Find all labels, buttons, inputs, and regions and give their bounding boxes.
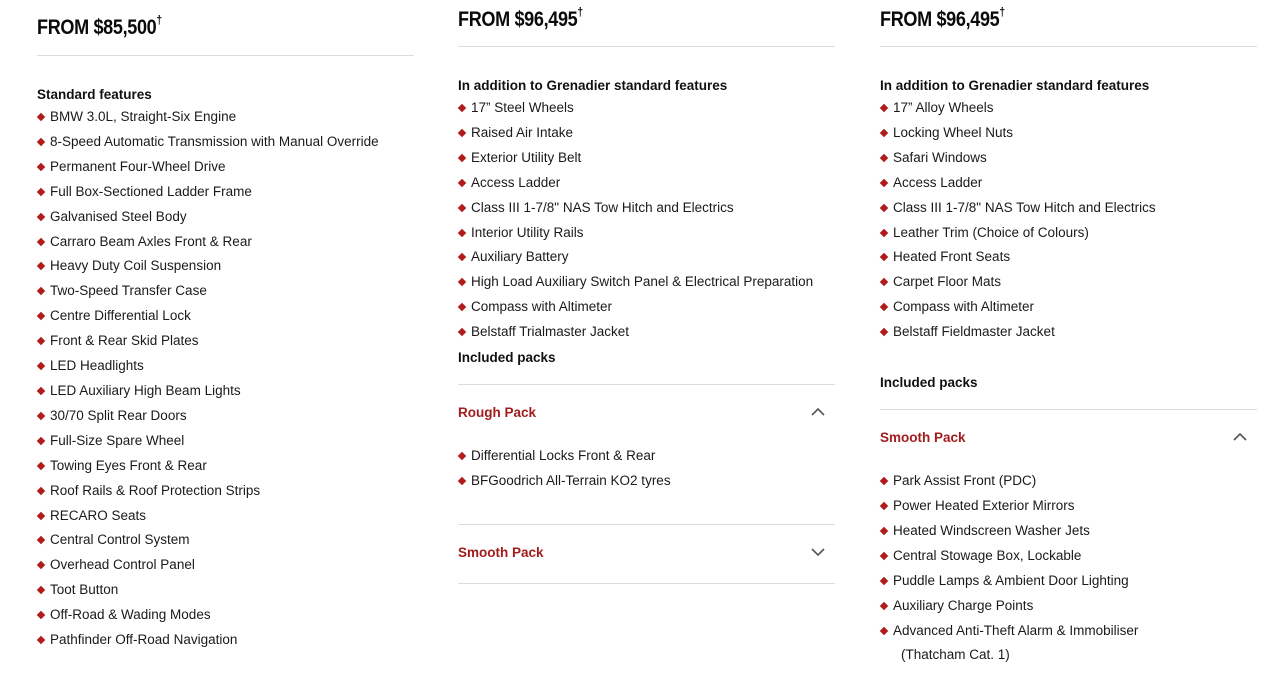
diamond-bullet-icon (37, 611, 45, 619)
diamond-bullet-icon (458, 303, 466, 311)
feature-item (880, 270, 1257, 295)
feature-item (37, 279, 414, 304)
feature-item (458, 196, 835, 221)
feature-text: BFGoodrich All-Terrain KO2 tyres (471, 472, 671, 488)
diamond-bullet-icon (37, 461, 45, 469)
feature-text: Auxiliary Charge Points (893, 597, 1034, 613)
diamond-bullet-icon (37, 586, 45, 594)
feature-item (37, 254, 414, 279)
feature-text: Compass with Altimeter (893, 299, 1035, 315)
price-label: FROM $96,495† (458, 5, 583, 31)
diamond-bullet-icon (37, 113, 45, 121)
diamond-bullet-icon (458, 253, 466, 261)
divider (458, 46, 835, 47)
feature-item (37, 155, 414, 180)
diamond-bullet-icon (458, 477, 466, 485)
feature-item (880, 245, 1257, 270)
diamond-bullet-icon (37, 362, 45, 370)
feature-text: 17” Steel Wheels (471, 100, 574, 115)
pack-title: Rough Pack (458, 405, 537, 421)
feature-item (37, 329, 414, 354)
diamond-bullet-icon (37, 636, 45, 644)
feature-text: Central Control System (50, 532, 190, 548)
diamond-bullet-icon (880, 253, 888, 261)
feature-item (37, 628, 414, 653)
feature-text: Toot Button (50, 582, 119, 598)
feature-text: Belstaff Trialmaster Jacket (471, 324, 630, 340)
trim-column-1 (37, 0, 414, 653)
feature-item (458, 146, 835, 171)
feature-text: Pathfinder Off-Road Navigation (50, 632, 238, 648)
feature-item (458, 171, 835, 196)
trim-column-2 (458, 0, 835, 584)
feature-text: Exterior Utility Belt (471, 149, 582, 165)
feature-item (37, 429, 414, 454)
diamond-bullet-icon (880, 502, 888, 510)
pack-item-list (458, 444, 835, 494)
diamond-bullet-icon (880, 203, 888, 211)
diamond-bullet-icon (37, 437, 45, 445)
pack-title: Smooth Pack (458, 544, 544, 560)
feature-text: Central Stowage Box, Lockable (893, 547, 1082, 563)
diamond-bullet-icon (880, 178, 888, 186)
diamond-bullet-icon (37, 163, 45, 171)
diamond-bullet-icon (37, 337, 45, 345)
feature-item (458, 245, 835, 270)
feature-item (458, 320, 835, 345)
diamond-bullet-icon (37, 287, 45, 295)
pack-title: Smooth Pack (880, 430, 966, 446)
feature-item (880, 121, 1257, 146)
feature-item (880, 643, 1257, 668)
diamond-bullet-icon (458, 328, 466, 336)
feature-text: LED Headlights (50, 358, 144, 374)
diamond-bullet-icon (880, 228, 888, 236)
feature-text: Compass with Altimeter (471, 299, 613, 315)
feature-text: LED Auxiliary High Beam Lights (50, 382, 241, 398)
feature-item (37, 454, 414, 479)
chevron-down-icon (811, 547, 825, 557)
feature-text: Locking Wheel Nuts (893, 124, 1014, 140)
feature-item (37, 404, 414, 429)
trim-column-3 (880, 0, 1257, 668)
included-packs-label: Included packs (458, 350, 556, 366)
feature-text: Safari Windows (893, 149, 987, 165)
diamond-bullet-icon (880, 104, 888, 112)
divider (458, 583, 835, 584)
feature-text: RECARO Seats (50, 507, 147, 523)
feature-text: Heated Windscreen Washer Jets (893, 522, 1090, 538)
feature-text: High Load Auxiliary Switch Panel & Electrical Preparation (471, 274, 814, 290)
diamond-bullet-icon (880, 552, 888, 560)
diamond-bullet-icon (37, 486, 45, 494)
divider (37, 55, 414, 56)
feature-text: Two-Speed Transfer Case (50, 283, 207, 299)
diamond-bullet-icon (458, 178, 466, 186)
feature-text: Class III 1-7/8" NAS Tow Hitch and Electrics (471, 199, 734, 215)
feature-item (880, 619, 1257, 644)
diamond-bullet-icon (458, 452, 466, 460)
feature-text: Access Ladder (471, 174, 561, 190)
feature-item (37, 528, 414, 553)
feature-item (880, 594, 1257, 619)
included-packs-label: Included packs (880, 375, 978, 391)
pack-toggle-rough[interactable] (458, 385, 835, 443)
diamond-bullet-icon (458, 203, 466, 211)
feature-list (37, 105, 414, 653)
feature-item (37, 379, 414, 404)
diamond-bullet-icon (458, 129, 466, 137)
feature-item (458, 295, 835, 320)
feature-item (37, 479, 414, 504)
feature-text: Galvanised Steel Body (50, 208, 187, 224)
diamond-bullet-icon (880, 328, 888, 336)
diamond-bullet-icon (880, 129, 888, 137)
feature-item (880, 494, 1257, 519)
feature-text: 30/70 Split Rear Doors (50, 407, 187, 423)
diamond-bullet-icon (37, 237, 45, 245)
divider (880, 46, 1257, 47)
feature-text: 8-Speed Automatic Transmission with Manual Override (50, 133, 379, 149)
feature-item (37, 354, 414, 379)
chevron-up-icon (1233, 432, 1247, 442)
feature-text: Belstaff Fieldmaster Jacket (893, 324, 1055, 340)
diamond-bullet-icon (37, 561, 45, 569)
feature-text: Class III 1-7/8" NAS Tow Hitch and Electrics (893, 199, 1156, 215)
pack-toggle-smooth[interactable] (458, 525, 835, 583)
feature-item (880, 146, 1257, 171)
features-heading: Standard features (37, 87, 152, 102)
feature-text: Carpet Floor Mats (893, 274, 1002, 290)
diamond-bullet-icon (37, 536, 45, 544)
feature-item (880, 519, 1257, 544)
feature-text: Differential Locks Front & Rear (471, 448, 656, 464)
feature-text: Access Ladder (893, 174, 983, 190)
feature-item (458, 469, 835, 494)
diamond-bullet-icon (37, 412, 45, 420)
feature-text: Advanced Anti-Theft Alarm & Immobiliser (893, 622, 1139, 638)
chevron-up-icon (811, 407, 825, 417)
feature-text: Heavy Duty Coil Suspension (50, 258, 222, 274)
feature-item (37, 205, 414, 230)
diamond-bullet-icon (37, 387, 45, 395)
feature-item (37, 180, 414, 205)
feature-text: 17” Alloy Wheels (893, 100, 994, 115)
price-label: FROM $96,495† (880, 5, 1005, 31)
feature-list (880, 96, 1257, 345)
feature-item (880, 320, 1257, 345)
feature-item (458, 121, 835, 146)
feature-item (37, 603, 414, 628)
diamond-bullet-icon (880, 527, 888, 535)
feature-item (37, 130, 414, 155)
diamond-bullet-icon (37, 187, 45, 195)
feature-text: Roof Rails & Roof Protection Strips (50, 482, 261, 498)
feature-item (880, 96, 1257, 121)
diamond-bullet-icon (37, 138, 45, 146)
feature-item (880, 569, 1257, 594)
diamond-bullet-icon (880, 278, 888, 286)
feature-item (880, 469, 1257, 494)
feature-text: Power Heated Exterior Mirrors (893, 497, 1075, 513)
feature-text: Park Assist Front (PDC) (893, 473, 1037, 489)
feature-text: Overhead Control Panel (50, 557, 195, 573)
feature-text: BMW 3.0L, Straight-Six Engine (50, 109, 237, 124)
pack-toggle-smooth[interactable] (880, 410, 1257, 468)
diamond-bullet-icon (880, 601, 888, 609)
feature-text: Heated Front Seats (893, 249, 1011, 265)
price-label: FROM $85,500† (37, 13, 162, 39)
features-heading: In addition to Grenadier standard features (880, 78, 1150, 93)
feature-item (37, 504, 414, 529)
diamond-bullet-icon (880, 576, 888, 584)
diamond-bullet-icon (458, 104, 466, 112)
feature-item (458, 96, 835, 121)
diamond-bullet-icon (37, 262, 45, 270)
feature-item (880, 171, 1257, 196)
feature-item (37, 105, 414, 130)
feature-item (37, 304, 414, 329)
feature-list (458, 96, 835, 345)
feature-item (37, 578, 414, 603)
feature-text: Raised Air Intake (471, 124, 574, 140)
feature-item (458, 270, 835, 295)
feature-item (880, 295, 1257, 320)
diamond-bullet-icon (458, 278, 466, 286)
feature-item (37, 553, 414, 578)
feature-item (37, 230, 414, 255)
feature-text: (Thatcham Cat. 1) (901, 647, 1010, 663)
diamond-bullet-icon (37, 312, 45, 320)
feature-text: Full Box-Sectioned Ladder Frame (50, 183, 252, 199)
diamond-bullet-icon (880, 303, 888, 311)
feature-text: Off-Road & Wading Modes (50, 607, 211, 623)
feature-text: Permanent Four-Wheel Drive (50, 158, 226, 174)
diamond-bullet-icon (37, 212, 45, 220)
feature-text: Full-Size Spare Wheel (50, 432, 185, 448)
feature-text: Towing Eyes Front & Rear (50, 457, 207, 473)
feature-text: Auxiliary Battery (471, 249, 569, 265)
features-heading: In addition to Grenadier standard features (458, 78, 728, 93)
feature-text: Front & Rear Skid Plates (50, 333, 199, 349)
feature-text: Centre Differential Lock (50, 308, 191, 324)
feature-item (880, 196, 1257, 221)
feature-text: Carraro Beam Axles Front & Rear (50, 233, 252, 249)
diamond-bullet-icon (458, 154, 466, 162)
feature-text: Interior Utility Rails (471, 224, 584, 240)
feature-item (458, 444, 835, 469)
diamond-bullet-icon (880, 154, 888, 162)
feature-text: Leather Trim (Choice of Colours) (893, 224, 1089, 240)
feature-item (458, 221, 835, 246)
feature-item (880, 221, 1257, 246)
diamond-bullet-icon (37, 511, 45, 519)
diamond-bullet-icon (458, 228, 466, 236)
pack-item-list (880, 469, 1257, 668)
feature-text: Puddle Lamps & Ambient Door Lighting (893, 572, 1129, 588)
diamond-bullet-icon (880, 477, 888, 485)
feature-item (880, 544, 1257, 569)
diamond-bullet-icon (880, 626, 888, 634)
